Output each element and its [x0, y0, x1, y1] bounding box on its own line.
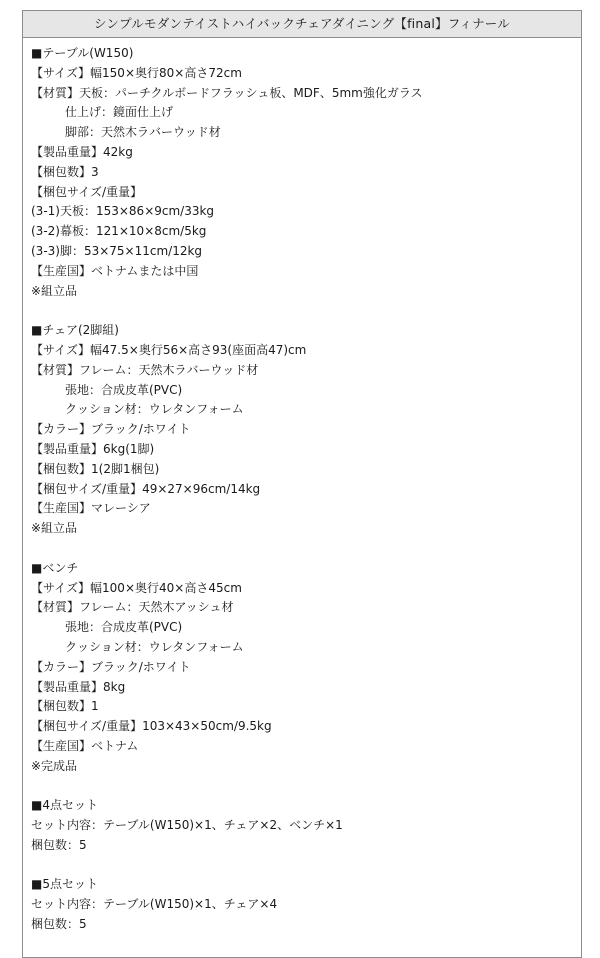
spec-line: 【材質】フレーム：天然木アッシュ材 — [31, 600, 234, 615]
section-heading: ■テーブル(W150) — [31, 46, 134, 60]
spec-line: セット内容：テーブル(W150)×1、チェア×4 — [31, 897, 278, 912]
spec-line: ※組立品 — [31, 521, 78, 536]
table-spec-section — [31, 44, 581, 301]
spec-line: 【梱包数】1(2脚1梱包) — [31, 461, 160, 476]
spec-line: 【製品重量】42kg — [31, 144, 133, 159]
spec-line: 【カラー】ブラック/ホワイト — [31, 422, 191, 437]
spec-line: ※組立品 — [31, 283, 78, 298]
spec-line: 【生産国】マレーシア — [31, 501, 151, 516]
spec-line: 【製品重量】8kg — [31, 679, 126, 694]
product-title: シンプルモダンテイストハイバックチェアダイニング【final】フィナール — [23, 11, 581, 38]
spec-line: 【梱包サイズ/重量】103×43×50cm/9.5kg — [31, 719, 272, 734]
spec-line: 【梱包サイズ/重量】49×27×96cm/14kg — [31, 481, 261, 496]
spec-line: (3-1)天板：153×86×9cm/33kg — [31, 204, 215, 219]
section-heading: ■4点セット — [31, 798, 98, 813]
spec-line: 張地：合成皮革(PVC) — [65, 382, 183, 397]
spec-line: 【サイズ】幅47.5×奥行56×高さ93(座面高47)cm — [31, 342, 307, 357]
chair-spec-section — [31, 321, 581, 539]
spec-line: 【梱包サイズ/重量】 — [31, 184, 143, 199]
spec-line: 【サイズ】幅100×奥行40×高さ45cm — [31, 580, 242, 595]
spec-line: 【サイズ】幅150×奥行80×高さ72cm — [31, 65, 242, 80]
spec-line: セット内容：テーブル(W150)×1、チェア×2、ベンチ×1 — [31, 818, 343, 833]
spec-line: 【生産国】ベトナムまたは中国 — [31, 263, 199, 278]
section-heading: ■チェア(2脚組) — [31, 323, 119, 338]
spec-line: (3-3)脚：53×75×11cm/12kg — [31, 243, 203, 258]
bench-spec-section — [31, 559, 581, 777]
spec-line: (3-2)幕板：121×10×8cm/5kg — [31, 224, 207, 239]
section-heading: ■ベンチ — [31, 560, 79, 575]
spec-line: クッション材：ウレタンフォーム — [65, 402, 244, 417]
spec-line: 【生産国】ベトナム — [31, 738, 139, 753]
spec-line: 【梱包数】3 — [31, 164, 99, 179]
spec-line: 【材質】天板：パーチクルボードフラッシュ板、MDF、5mm強化ガラス — [31, 85, 423, 100]
spec-line: 仕上げ：鏡面仕上げ — [65, 105, 174, 120]
set5-section — [31, 875, 581, 934]
spec-line: クッション材：ウレタンフォーム — [65, 639, 244, 654]
set4-section — [31, 796, 581, 855]
spec-line: 【カラー】ブラック/ホワイト — [31, 659, 191, 674]
spec-line: 【梱包数】1 — [31, 699, 99, 714]
spec-line: ※完成品 — [31, 758, 78, 773]
spec-line: 梱包数：5 — [31, 917, 87, 932]
spec-line: 梱包数：5 — [31, 837, 87, 852]
section-heading: ■5点セット — [31, 877, 98, 892]
spec-line: 脚部：天然木ラバーウッド材 — [65, 125, 221, 140]
spec-line: 張地：合成皮革(PVC) — [65, 620, 183, 635]
spec-line: 【製品重量】6kg(1脚) — [31, 441, 155, 456]
spec-table — [22, 10, 582, 958]
spec-line: 【材質】フレーム：天然木ラバーウッド材 — [31, 362, 259, 377]
spec-content — [23, 38, 581, 935]
